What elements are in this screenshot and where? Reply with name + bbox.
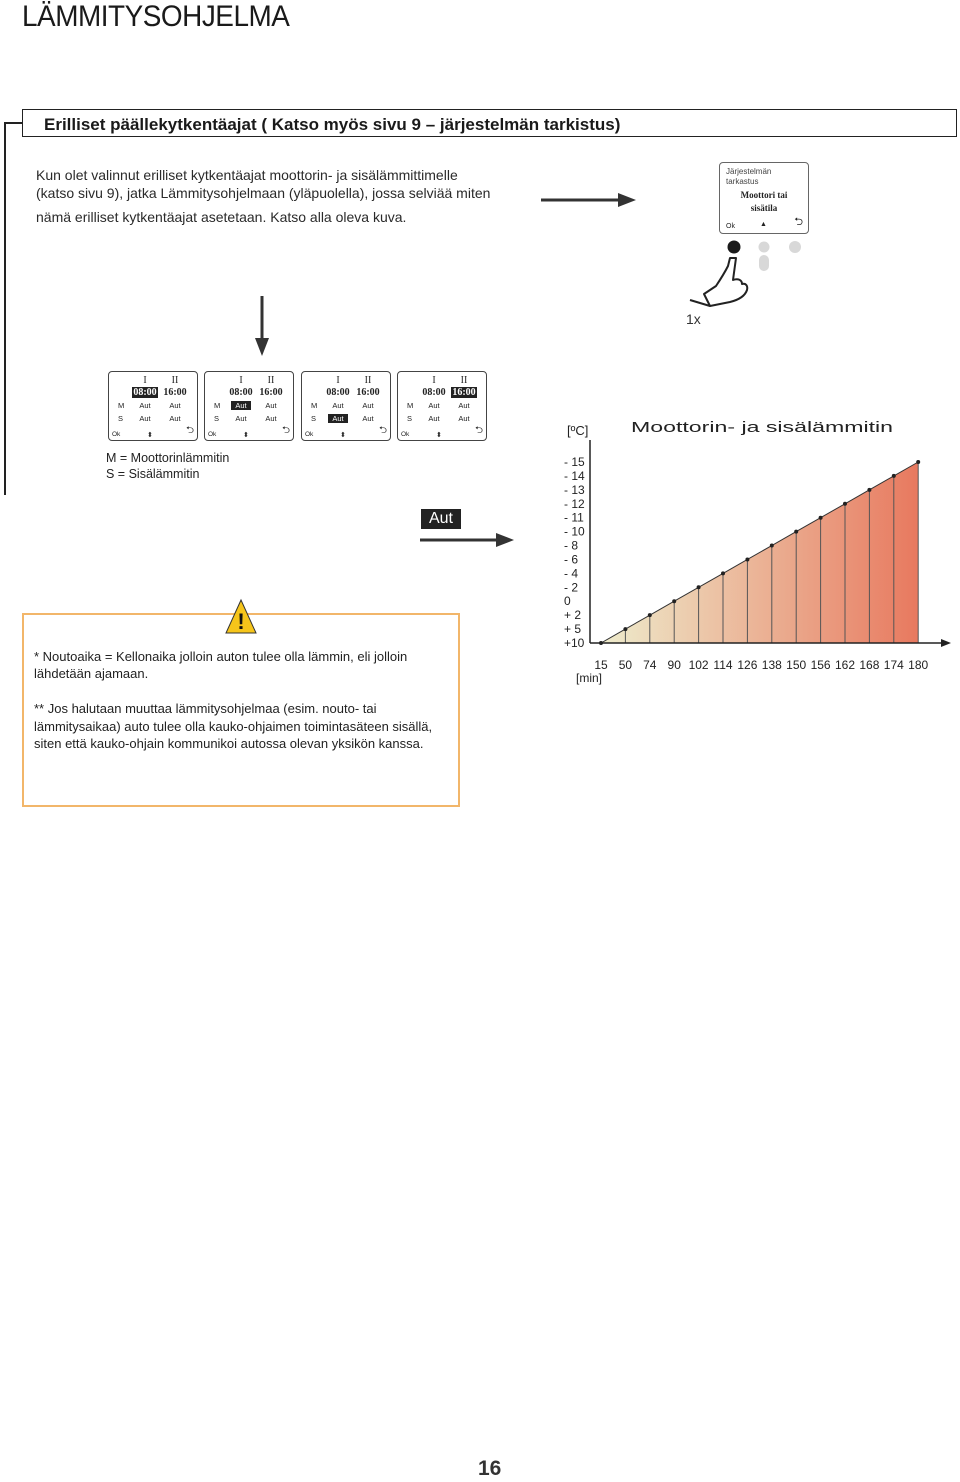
chart-point-8 — [794, 530, 798, 534]
chart-point-7 — [770, 544, 774, 548]
column-1-label: I — [336, 375, 340, 386]
chart-y-tick-label: - 15 — [564, 455, 585, 469]
time-2: 16:00 — [356, 387, 380, 398]
s-value-2: Aut — [265, 414, 277, 423]
m-value-2: Aut — [169, 401, 181, 410]
chart-y-tick-label: - 11 — [564, 510, 584, 525]
page-number: 16 — [478, 1457, 502, 1480]
program-display-2 — [204, 371, 294, 441]
time-1: 08:00 — [229, 387, 253, 398]
m-value-1: Aut — [139, 401, 151, 410]
row-s-label: S — [214, 414, 220, 423]
legend — [106, 450, 229, 482]
right-arrow-icon-2 — [420, 533, 514, 547]
back-button-icon[interactable] — [789, 241, 801, 253]
chart-xlabel: [min] — [576, 671, 603, 685]
row-m-label: M — [214, 401, 221, 410]
up-down-icon: ⬍ — [340, 431, 346, 439]
column-1-label: I — [432, 375, 436, 386]
chart-y-tick-label: - 14 — [564, 468, 585, 483]
chart-point-4 — [697, 585, 701, 589]
page-title: LÄMMITYSOHJELMA — [22, 0, 290, 33]
row-m-label: M — [118, 401, 125, 410]
m-value-1: Aut — [231, 401, 251, 410]
chart-y-tick-label: - 13 — [564, 482, 585, 497]
chart-title: Moottorin- ja sisälämmitin — [631, 419, 893, 436]
column-1-label: I — [239, 375, 243, 386]
chart-x-tick-label: 138 — [761, 658, 782, 672]
time-2: 16:00 — [163, 387, 187, 398]
chart-y-tick-label: - 10 — [564, 524, 585, 539]
row-s-label: S — [407, 414, 413, 423]
chart-x-tick-label: 102 — [688, 658, 709, 672]
back-arrow-icon: ⮌ — [185, 425, 194, 436]
program-display-3 — [301, 371, 391, 441]
up-down-icon: ⬍ — [147, 431, 153, 439]
display-line-2: tarkastus — [726, 177, 759, 186]
chart-point-9 — [819, 516, 823, 520]
svg-text:!: ! — [237, 609, 245, 634]
chart-point-10 — [843, 502, 847, 506]
note-pickup-time: * Noutoaika = Kellonaika jolloin auton tulee olla lämmin, eli jolloin lähdetään ajamaan. — [34, 649, 408, 681]
row-s-label: S — [118, 414, 124, 423]
s-value-2: Aut — [458, 414, 470, 423]
column-2-label: II — [460, 375, 468, 386]
warning-triangle-icon — [224, 598, 258, 636]
chart-y-tick-label: - 4 — [564, 566, 579, 581]
ok-button-icon[interactable] — [728, 241, 741, 254]
chart-y-tick-label: + 5 — [564, 622, 582, 637]
time-1: 08:00 — [133, 387, 157, 398]
chart-y-tick-label: - 6 — [564, 552, 579, 567]
m-value-1: Aut — [332, 401, 344, 410]
chart-point-1 — [623, 627, 627, 631]
chart-x-tick-label: 90 — [667, 658, 681, 672]
intro-line-2: (katso sivu 9), jatka Lämmitysohjelmaan (yläpuolella), jossa selviää miten — [36, 185, 491, 201]
heating-chart — [550, 410, 955, 695]
chart-y-tick-label: + 2 — [564, 608, 582, 623]
press-count: 1x — [686, 311, 701, 327]
chart-y-tick-label: 0 — [564, 594, 571, 609]
remote-buttons — [680, 236, 810, 316]
up-down-icon: ⬍ — [243, 431, 249, 439]
right-arrow-icon — [541, 193, 636, 207]
intro-line-3: nämä erilliset kytkentäajat asetetaan. Katso alla oleva kuva. — [36, 209, 407, 225]
system-check-display — [719, 162, 809, 234]
s-value-2: Aut — [169, 414, 181, 423]
column-2-label: II — [171, 375, 179, 386]
program-display-4 — [397, 371, 487, 441]
chart-point-6 — [745, 557, 749, 561]
ok-label: Ok — [726, 223, 735, 230]
s-value-1: Aut — [139, 414, 151, 423]
ok-label: Ok — [305, 431, 314, 438]
chart-x-tick-label: 50 — [618, 658, 633, 672]
chart-x-tick-label: 126 — [737, 658, 758, 672]
chart-point-3 — [672, 599, 676, 603]
display-value-2: sisätila — [750, 203, 778, 213]
chart-x-tick-label: 150 — [786, 658, 807, 672]
chart-x-tick-label: 168 — [859, 658, 880, 672]
back-arrow-icon: ⮌ — [794, 216, 803, 228]
back-arrow-icon: ⮌ — [378, 425, 387, 436]
column-2-label: II — [267, 375, 275, 386]
chart-x-tick-label: 162 — [834, 658, 856, 672]
chart-y-tick-label: +10 — [564, 636, 585, 650]
back-arrow-icon: ⮌ — [474, 425, 483, 436]
chart-point-11 — [867, 488, 871, 492]
legend-m: M = Moottorinlämmitin — [106, 451, 230, 465]
legend-s: S = Sisälämmitin — [106, 467, 200, 481]
x-axis-arrow-icon — [941, 639, 951, 647]
ok-label: Ok — [112, 431, 121, 438]
chart-y-tick-label: - 12 — [564, 496, 585, 511]
time-1: 08:00 — [326, 387, 350, 398]
m-value-1: Aut — [428, 401, 440, 410]
chart-x-tick-label: 180 — [908, 658, 929, 672]
m-value-2: Aut — [362, 401, 374, 410]
chart-x-tick-label: 15 — [594, 658, 608, 672]
chart-x-tick-label: 174 — [883, 658, 904, 672]
time-2: 16:00 — [452, 387, 476, 398]
chart-y-tick-label: - 2 — [564, 580, 579, 595]
display-line-1: Järjestelmän — [726, 167, 772, 176]
chart-y-tick-label: - 8 — [564, 538, 579, 553]
chart-point-12 — [892, 474, 896, 478]
ok-label: Ok — [401, 431, 410, 438]
down-arrow-icon — [255, 296, 269, 356]
row-s-label: S — [311, 414, 317, 423]
display-value-1: Moottori tai — [740, 190, 788, 200]
chart-ylabel: [ºC] — [567, 423, 589, 438]
row-m-label: M — [311, 401, 318, 410]
chart-point-13 — [916, 460, 920, 464]
time-1: 08:00 — [422, 387, 446, 398]
intro-line-1: Kun olet valinnut erilliset kytkentäajat moottorin- ja sisälämmittimelle — [36, 167, 458, 183]
up-arrow-icon: ▲ — [760, 221, 767, 228]
program-display-1 — [108, 371, 198, 441]
m-value-2: Aut — [458, 401, 470, 410]
section-title: Erilliset päällekytkentäajat ( Katso myös sivu 9 – järjestelmän tarkistus) — [44, 115, 621, 134]
ok-label: Ok — [208, 431, 217, 438]
time-2: 16:00 — [259, 387, 283, 398]
m-value-2: Aut — [265, 401, 277, 410]
column-2-label: II — [364, 375, 372, 386]
s-value-1: Aut — [328, 414, 348, 423]
note-remote-range: ** Jos halutaan muuttaa lämmitysohjelmaa (esim. nouto- tai lämmitysaikaa) auto tulee olla kauko-ohjaimen toimintasäteen sisällä, siten että kauko-ohjain kommunikoi autossa olevan yksikön kanssa. — [34, 701, 433, 751]
chart-point-5 — [721, 571, 725, 575]
row-m-label: M — [407, 401, 414, 410]
chart-x-tick-label: 156 — [810, 658, 831, 672]
up-button-icon[interactable] — [759, 242, 770, 253]
chart-x-tick-label: 114 — [713, 658, 733, 672]
hand-pointer-icon — [690, 258, 747, 306]
column-1-label: I — [143, 375, 147, 386]
s-value-2: Aut — [362, 414, 374, 423]
up-down-icon: ⬍ — [436, 431, 442, 439]
s-value-1: Aut — [235, 414, 247, 423]
chart-x-tick-label: 74 — [643, 658, 657, 672]
s-value-1: Aut — [428, 414, 440, 423]
chart-point-2 — [648, 613, 652, 617]
back-arrow-icon: ⮌ — [281, 425, 290, 436]
down-button-icon[interactable] — [759, 255, 769, 271]
aut-badge: Aut — [421, 509, 461, 529]
